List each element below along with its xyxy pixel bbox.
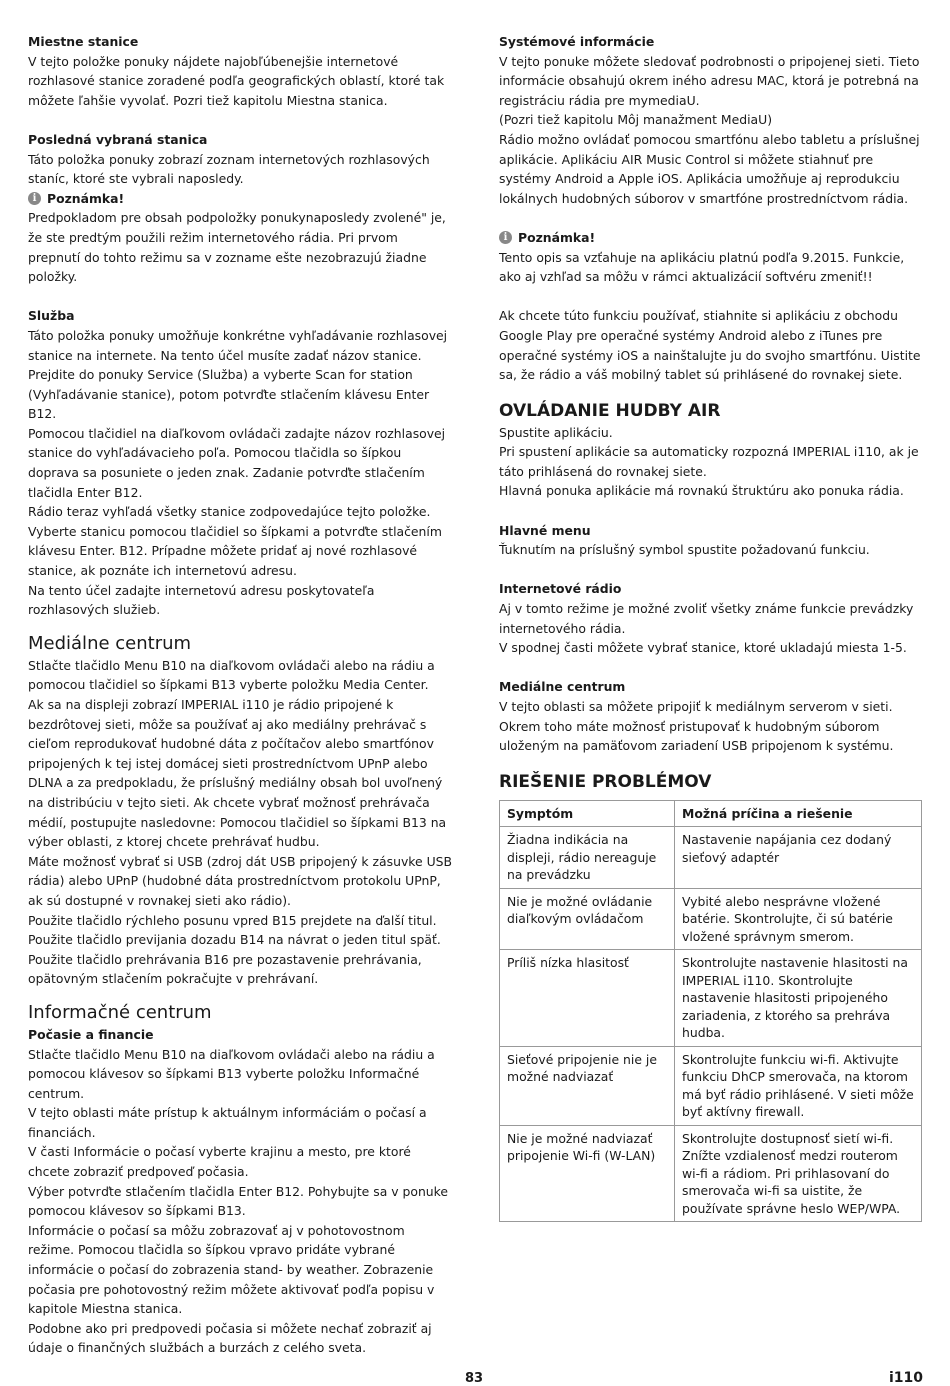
ovladanie-paragraph: Spustite aplikáciu. xyxy=(499,424,613,440)
section-sluzba xyxy=(28,306,452,620)
info-paragraph: Stlačte tlačidlo Menu B10 na diaľkovom ovládači alebo na rádiu a pomocou klávesov so šípkami B13 vyberte položku Informačné centrum. xyxy=(28,1046,435,1101)
heading-ovladanie-hudby-air: OVLÁDANIE HUDBY AIR xyxy=(499,400,721,421)
heading-riesenie-problemov: RIEŠENIE PROBLÉMOV xyxy=(499,771,712,792)
medialne-paragraph: Použite tlačidlo previjania dozadu B14 na návrat o jeden titul späť. xyxy=(28,932,441,948)
info-paragraph: Výber potvrďte stlačením tlačidla Enter B12. Pohybujte sa v ponuke pomocou klávesov so šípkami B13. xyxy=(28,1183,449,1219)
table-row xyxy=(500,1125,922,1222)
note-1-text: Predpokladom pre obsah podpoložky ponukynaposledy zvolené" je, že ste predtým použili režim internetového rádia. Pri prvom prepnutí do tohto režimu sa v zozname ešte nezobrazujú žiadne položky. xyxy=(28,210,446,285)
info-paragraph: V časti Informácie o počasí vyberte krajinu a mesto, pre ktoré chcete zobraziť predpoveď počasia. xyxy=(28,1144,411,1180)
table-cell: Skontrolujte dostupnosť sietí wi-fi. Znížte vzdialenosť medzi routerom wi-fi a rádiom. Pri prihlasovaní do smerovača wi-fi sa uistite, že používate správne heslo WEP/WPA. xyxy=(675,1125,922,1222)
table-cell: Žiadna indikácia na displeji, rádio nereaguje na prevádzku xyxy=(500,827,675,889)
heading-internetove-radio: Internetové rádio xyxy=(499,581,622,597)
note-2 xyxy=(499,228,923,287)
info-paragraph: Informácie o počasí sa môžu zobrazovať aj v pohotovostnom režime. Pomocou tlačidla so šípkou vpravo pridáte vybrané informácie o počasí do zobrazenia stand- by weather. Zobrazenie počasia pre pohotovostný režim môžete aktivovať podľa popisu v kapitole Miestna stanica. xyxy=(28,1222,435,1317)
system-paragraph: (Pozri tiež kapitolu Môj manažment MediaU) xyxy=(499,112,773,128)
table-header-cell: Symptóm xyxy=(500,800,675,827)
section-informacne-centrum xyxy=(28,1025,452,1358)
internet-paragraph: V spodnej časti môžete vybrať stanice, ktoré ukladajú miesta 1-5. xyxy=(499,640,907,656)
sluzba-paragraph: Na tento účel zadajte internetovú adresu poskytovateľa rozhlasových služieb. xyxy=(28,582,375,618)
section-medialne-centrum xyxy=(28,656,452,989)
medialne-paragraph: Stlačte tlačidlo Menu B10 na diaľkovom ovládači alebo na rádiu a pomocou tlačidiel so šípkami B13 vyberte položku Media Center. xyxy=(28,657,435,693)
internet-paragraph: Aj v tomto režime je možné zvoliť všetky známe funkcie prevádzky internetového rádia. xyxy=(499,601,914,636)
sluzba-paragraph: Pomocou tlačidiel na diaľkovom ovládači zadajte názov rozhlasovej stanice do vyhľadávacieho poľa. Pomocou tlačidla so šípkou doprava sa posuniete o jeden znak. Zadanie potvrďte stlačením tlačidla Enter B12. xyxy=(28,425,446,500)
section-posledna-stanica xyxy=(28,130,452,287)
table-header-cell: Možná príčina a riešenie xyxy=(675,800,922,827)
table-cell: Skontrolujte funkciu wi-fi. Aktivujte funkciu DhCP smerovača, na ktorom má byť rádio prihlásené. V sieti môže byť aktívny firewall. xyxy=(675,1046,922,1125)
info-paragraph: Podobne ako pri predpovedi počasia si môžete nechať zobraziť aj údaje o finančných službách a burzách z celého sveta. xyxy=(28,1320,432,1356)
table-row xyxy=(500,950,922,1047)
table-cell: Nie je možné ovládanie diaľkovým ovládačom xyxy=(500,888,675,950)
table-row xyxy=(500,888,922,950)
section-miestne-stanice xyxy=(28,32,452,110)
troubleshooting-table xyxy=(499,800,922,1223)
medialne-paragraph: Máte možnosť vybrať si USB (zdroj dát USB pripojený k zásuvke USB rádia) alebo UPnP (hudobné dáta prostredníctvom protokolu UPnP, ak sú dostupné v rovnakej sieti ako rádio). xyxy=(28,853,453,908)
section-internetove-radio xyxy=(499,579,923,657)
heading-hlavne-menu: Hlavné menu xyxy=(499,522,591,538)
section-systemove-informacie xyxy=(499,32,923,208)
sluzba-paragraph: Prejdite do ponuky Service (Služba) a vyberte Scan for station (Vyhľadávanie stanice), potom potvrďte stlačením klávesu Enter B12. xyxy=(28,367,430,422)
model-name: i110 xyxy=(889,1370,924,1386)
heading-medialne-centrum: Mediálne centrum xyxy=(28,632,192,654)
table-cell: Nastavenie napájania cez dodaný sieťový adaptér xyxy=(675,827,922,889)
page-number: 83 xyxy=(465,1371,484,1386)
note-2-label: Poznámka! xyxy=(518,229,596,245)
section-medialne-centrum-app xyxy=(499,677,923,755)
info-icon: i xyxy=(28,192,41,205)
note-1-label: Poznámka! xyxy=(47,190,125,206)
medialne2-paragraph: Okrem toho máte možnosť pristupovať k hudobným súborom uloženým na pamäťovom zariadení USB pripojenom k systému. xyxy=(499,718,894,754)
note-1 xyxy=(28,189,452,209)
ovladanie-paragraph: Hlavná ponuka aplikácie má rovnakú štruktúru ako ponuka rádia. xyxy=(499,483,904,499)
table-cell: Sieťové pripojenie nie je možné nadviazať xyxy=(500,1046,675,1125)
heading-informacne-centrum: Informačné centrum xyxy=(28,1001,212,1023)
heading-sluzba: Služba xyxy=(28,308,75,324)
right-column xyxy=(499,32,923,1222)
table-cell: Nie je možné nadviazať pripojenie Wi-fi (W-LAN) xyxy=(500,1125,675,1222)
heading-pocasie-financie: Počasie a financie xyxy=(28,1026,154,1042)
sluzba-paragraph: Táto položka ponuky umožňuje konkrétne vyhľadávanie rozhlasovej stanice na internete. Na tento účel musíte zadať názov stanice. xyxy=(28,327,448,363)
medialne-paragraph: Ak sa na displeji zobrazí IMPERIAL i110 je rádio pripojené k bezdrôtovej sieti, môže sa používať aj ako mediálny prehrávač s cieľom reprodukovať hudobné dáta z počítačov alebo smartfónov pripojených k tej istej domácej sieti prostredníctvom UPnP alebo DLNA a za predpokladu, že príslušný mediálny obsah bol uvoľnený na distribúciu v tejto sieti. Ak chcete vybrať možnosť prehrávača médií, postupujte nasledovne: Pomocou tlačidiel so šípkami B13 na výber oblasti, z ktorej chcete prehrávať hudbu. xyxy=(28,697,447,850)
table-cell: Vybité alebo nesprávne vložené batérie. Skontrolujte, či sú batérie vložené správnym smerom. xyxy=(675,888,922,950)
table-cell: Príliš nízka hlasitosť xyxy=(500,950,675,1047)
medialne-paragraph: Použite tlačidlo prehrávania B16 pre pozastavenie prehrávania, opätovným stlačením pokračujte v prehrávaní. xyxy=(28,951,422,987)
section-app-download xyxy=(499,306,923,384)
ovladanie-paragraph: Pri spustení aplikácie sa automaticky rozpozná IMPERIAL i110, ak je táto prihlásená do rovnakej siete. xyxy=(499,444,919,479)
left-column xyxy=(28,32,452,1358)
system-paragraph: Rádio možno ovládať pomocou smartfónu alebo tabletu a príslušnej aplikácie. Aplikáciu AIR Music Control si môžete stiahnuť pre systémy Android a Apple iOS. Aplikácia umožňuje aj reprodukciu lokálnych hudobných súborov v smartfóne prostredníctvom rádia. xyxy=(499,131,920,206)
table-header-row xyxy=(500,800,922,827)
text-miestne-stanice: V tejto položke ponuky nájdete najobľúbenejšie internetové rozhlasové stanice zoradené podľa geografických oblastí, ktoré tak môžete ľahšie vyvolať. Pozri tiež kapitolu Miestna stanica. xyxy=(28,53,445,108)
table-row xyxy=(500,1046,922,1125)
medialne-paragraph: Použite tlačidlo rýchleho posunu vpred B15 prejdete na ďalší titul. xyxy=(28,912,437,928)
hlavne-menu-text: Ťuknutím na príslušný symbol spustite požadovanú funkciu. xyxy=(499,542,870,558)
heading-miestne-stanice: Miestne stanice xyxy=(28,34,139,49)
note-2-header xyxy=(499,228,923,248)
medialne2-paragraph: V tejto oblasti sa môžete pripojiť k mediálnym serverom v sieti. xyxy=(499,699,893,714)
system-paragraph: V tejto ponuke môžete sledovať podrobnosti o pripojenej sieti. Tieto informácie obsahujú okrem iného adresu MAC, ktorá je potrebná na registráciu rádia pre mymediaU. xyxy=(499,53,920,108)
note-2-text: Tento opis sa vzťahuje na aplikáciu platnú podľa 9.2015. Funkcie, ako aj vzhľad sa môžu v rámci aktualizácií softvéru zmeniť!! xyxy=(499,249,905,285)
heading-posledna-stanica: Posledná vybraná stanica xyxy=(28,131,208,147)
sluzba-paragraph: Rádio teraz vyhľadá všetky stanice zodpovedajúce tejto položke. Vyberte stanicu pomocou tlačidiel so šípkami a potvrďte stlačením klávesu Enter. B12. Prípadne môžete pridať aj nové rozhlasové stanice, ak poznáte ich internetovú adresu. xyxy=(28,504,442,579)
section-ovladanie xyxy=(499,423,923,501)
table-cell: Skontrolujte nastavenie hlasitosti na IMPERIAL i110. Skontrolujte nastavenie hlasitosti pripojeného zariadenia, z ktorého sa prehráva hudba. xyxy=(675,950,922,1047)
heading-medialne-centrum-app: Mediálne centrum xyxy=(499,679,626,695)
text-posledna-stanica: Táto položka ponuky zobrazí zoznam internetových rozhlasových staníc, ktoré ste vybrali naposledy. xyxy=(28,151,430,187)
info-paragraph: V tejto oblasti máte prístup k aktuálnym informáciám o počasí a financiách. xyxy=(28,1105,427,1140)
heading-systemove-informacie: Systémové informácie xyxy=(499,34,655,49)
table-row xyxy=(500,827,922,889)
section-hlavne-menu xyxy=(499,521,923,560)
app-download-text: Ak chcete túto funkciu používať, stiahnite si aplikáciu z obchodu Google Play pre operačné systémy Android alebo z iTunes pre operačné systémy iOS a nainštalujte ju do svojho smartfónu. Uistite sa, že rádio a váš mobilný tablet sú prihlásené do rovnakej siete. xyxy=(499,308,921,383)
info-icon: i xyxy=(499,231,512,244)
